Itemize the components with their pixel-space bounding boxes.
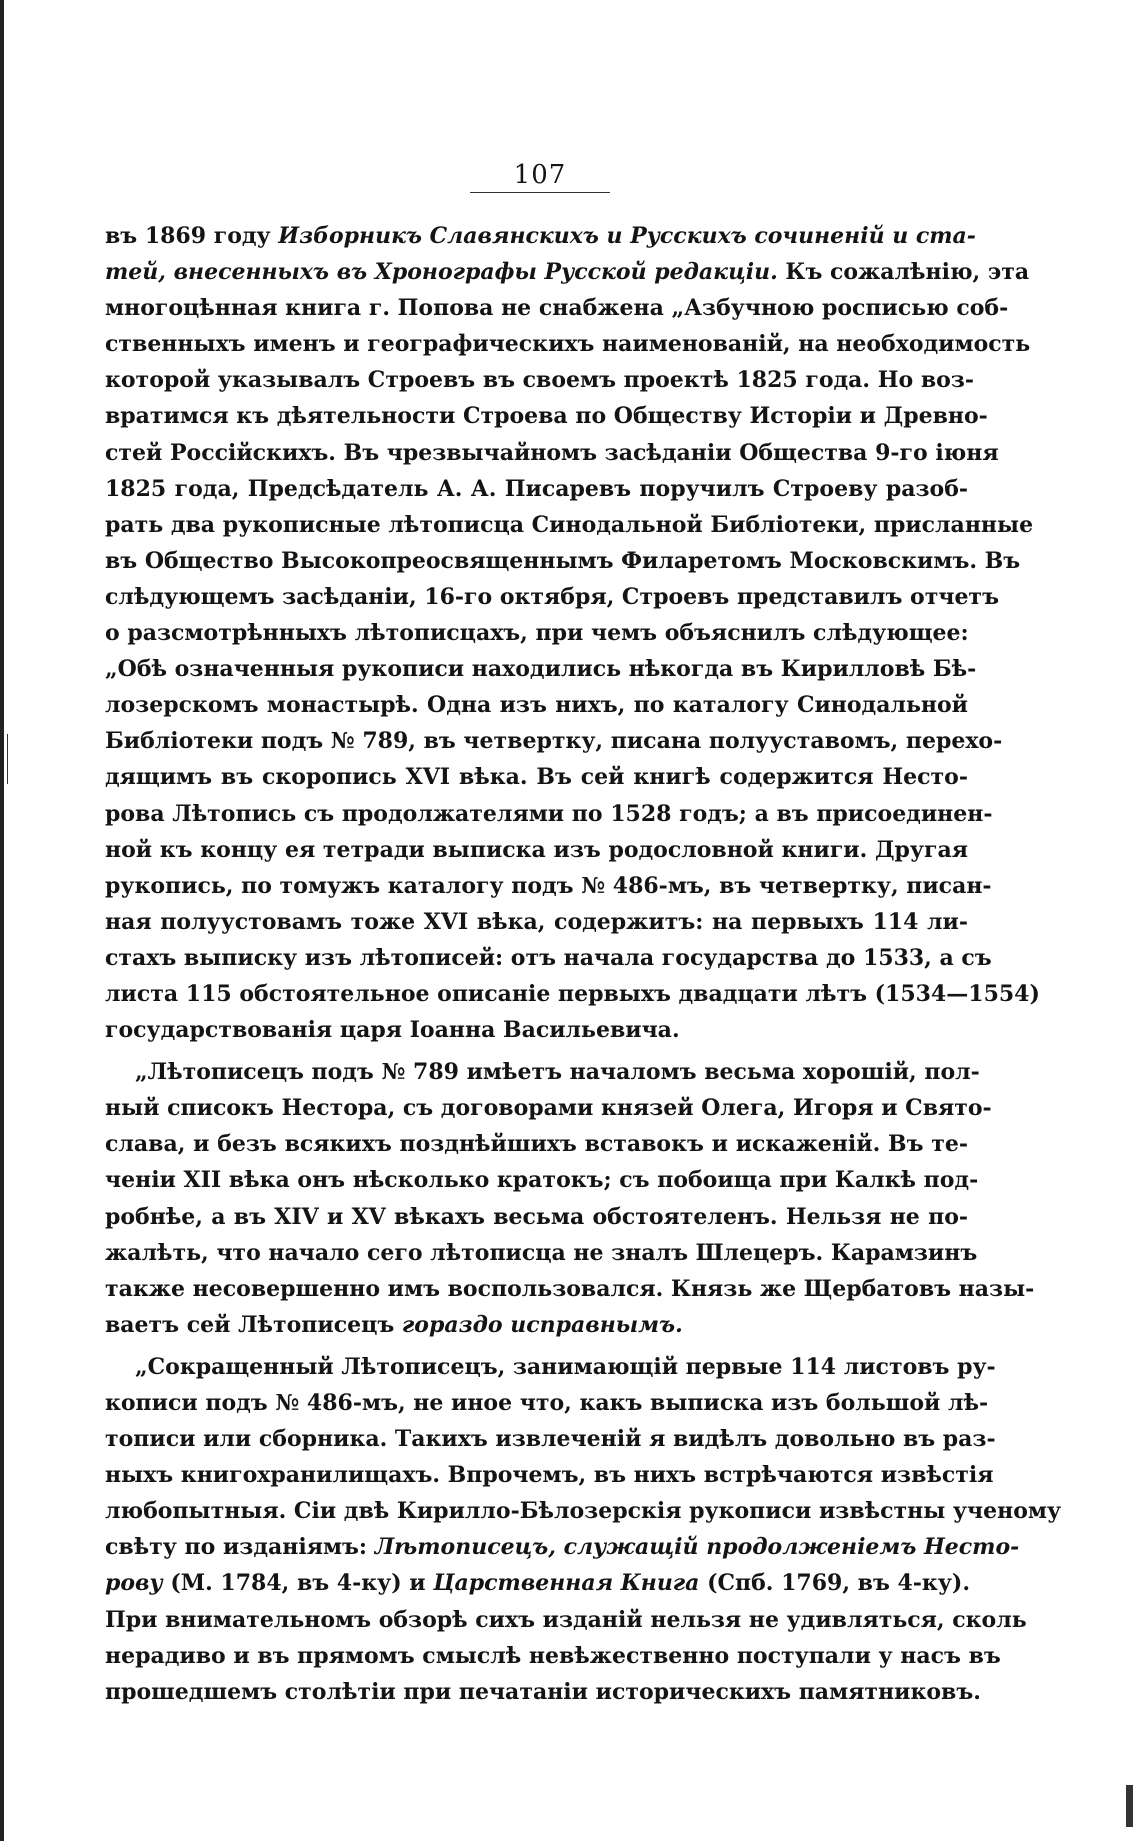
text-line: [105, 1271, 1035, 1307]
text-line: [105, 723, 1003, 759]
text-line: [105, 1565, 968, 1601]
text-segment: въ 1869 году: [105, 223, 279, 249]
text-segment: (М. 1784, въ 4-ку) и: [162, 1570, 434, 1597]
text-line: [105, 507, 1034, 543]
text-segment: ныхъ книгохранилищахъ. Впрочемъ, въ нихъ встрѣчаются извѣстія: [105, 1462, 994, 1489]
text-segment: рукопись, по томужъ каталогу подъ № 486-мъ, въ четвертку, писан-: [105, 872, 992, 899]
text-segment: листа 115 обстоятельное описаніе первыхъ двадцати лѣтъ (1534—1554): [105, 980, 1040, 1007]
italic-text: Царственная Книга: [433, 1570, 700, 1597]
text-segment: ный списокъ Нестора, съ договорами князей Олега, Игоря и Свято-: [105, 1095, 992, 1122]
margin-mark: [1126, 1785, 1133, 1827]
text-segment: въ Общество Высокопреосвященнымъ Филаретомъ Московскимъ. Въ: [105, 547, 1021, 574]
text-line: [105, 1090, 992, 1126]
text-segment: свѣту по изданіямъ:: [105, 1534, 375, 1561]
margin-mark: [7, 734, 8, 784]
text-line: [105, 398, 988, 434]
text-line: [105, 1126, 968, 1162]
text-line: [105, 1529, 1020, 1565]
text-line: [105, 1674, 981, 1710]
text-line: [105, 1307, 968, 1343]
text-line: [105, 1012, 968, 1048]
text-line: [105, 1349, 996, 1385]
text-line: [105, 976, 1040, 1012]
text-line: [105, 940, 992, 976]
text-segment: рова Лѣтопись съ продолжателями по 1528 годъ; а въ присоединен-: [105, 800, 993, 827]
text-line: [105, 1493, 1062, 1529]
text-segment: которой указывалъ Строевъ въ своемъ проектѣ 1825 года. Но воз-: [105, 367, 974, 394]
text-line: [105, 218, 976, 254]
text-segment: ственныхъ именъ и географическихъ наименованій, на необходимость: [105, 331, 1031, 358]
text-segment: также несовершенно имъ воспользовался. Князь же Щербатовъ назы-: [105, 1275, 1035, 1302]
page-number-rule: [470, 192, 610, 193]
text-line: [105, 1199, 968, 1235]
text-line: [105, 1638, 1001, 1674]
italic-text: Лѣтописецъ, служащій продолженіемъ Несто-: [374, 1534, 1020, 1561]
text-line: [105, 1421, 996, 1457]
text-line: [105, 868, 992, 904]
text-segment: государствованія царя Іоанна Васильевича.: [105, 1017, 680, 1044]
text-line: [105, 687, 968, 723]
text-line: [105, 362, 974, 398]
text-line: [105, 904, 968, 940]
text-body: [105, 218, 1062, 1710]
italic-text: гораздо исправнымъ.: [401, 1311, 683, 1338]
text-segment: нерадиво и въ прямомъ смыслѣ невѣжественно поступали у насъ въ: [105, 1642, 1001, 1669]
text-line: [105, 796, 993, 832]
italic-text: тей, внесенныхъ въ Хронографы Русской редакціи.: [105, 259, 778, 286]
text-line: [105, 326, 1031, 362]
text-line: [105, 759, 968, 795]
text-segment: ной къ концу ея тетради выписка изъ родословной книги. Другая: [105, 836, 968, 863]
text-segment: вратимся къ дѣятельности Строева по Обществу Исторіи и Древно-: [105, 403, 988, 430]
text-segment: „Лѣтописецъ подъ № 789 имѣетъ началомъ весьма хорошій, пол-: [135, 1059, 980, 1086]
text-line: [105, 615, 968, 651]
text-line: [105, 1385, 989, 1421]
text-line: [105, 1457, 994, 1493]
text-segment: При внимательномъ обзорѣ сихъ изданій нельзя не удивляться, сколь: [105, 1606, 1027, 1633]
page-edge: [0, 0, 4, 1841]
text-line: [105, 543, 1021, 579]
text-segment: о разсмотрѣнныхъ лѣтописцахъ, при чемъ объяснилъ слѣдующее:: [105, 620, 969, 647]
text-line: [105, 435, 999, 471]
text-line: [105, 1235, 978, 1271]
text-line: [105, 1162, 979, 1198]
text-segment: дящимъ въ скоропись XVI вѣка. Въ сей книгѣ содержится Несто-: [105, 764, 968, 791]
text-line: [105, 579, 999, 615]
text-segment: стахъ выписку изъ лѣтописей: отъ начала государства до 1533, а съ: [105, 944, 992, 971]
text-segment: тописи или сборника. Такихъ извлеченій я видѣлъ довольно въ раз-: [105, 1426, 996, 1453]
italic-text: Изборникъ Славянскихъ и Русскихъ сочиненій и ста-: [278, 223, 976, 249]
text-line: [105, 832, 968, 868]
text-segment: лозерскомъ монастырѣ. Одна изъ нихъ, по каталогу Синодальной: [105, 692, 968, 719]
text-segment: рать два рукописные лѣтописца Синодальной Библіотеки, присланные: [105, 511, 1034, 538]
text-segment: „Обѣ означенныя рукописи находились нѣкогда въ Кирилловѣ Бѣ-: [105, 656, 977, 683]
text-segment: многоцѣнная книга г. Попова не снабжена „Азбучною росписью соб-: [105, 295, 1009, 322]
text-line: [105, 290, 1009, 326]
page-number: 107: [513, 160, 567, 190]
text-segment: 1825 года, Предсѣдатель А. А. Писаревъ поручилъ Строеву разоб-: [105, 475, 968, 502]
text-segment: (Спб. 1769, въ 4-ку).: [699, 1570, 970, 1597]
text-segment: Библіотеки подъ № 789, въ четвертку, писана полууставомъ, перехо-: [105, 728, 1003, 755]
text-line: [105, 651, 977, 687]
text-segment: любопытныя. Сіи двѣ Кирилло-Бѣлозерскія рукописи извѣстны ученому: [105, 1498, 1062, 1525]
text-segment: жалѣть, что начало сего лѣтописца не зналъ Шлецеръ. Карамзинъ: [105, 1239, 978, 1266]
text-segment: стей Россійскихъ. Въ чрезвычайномъ засѣданіи Общества 9-го іюня: [105, 439, 999, 466]
italic-text: рову: [105, 1570, 163, 1597]
text-line: [105, 254, 1030, 290]
text-segment: прошедшемъ столѣтіи при печатаніи историческихъ памятниковъ.: [105, 1678, 981, 1705]
text-segment: ная полуустовамъ тоже XVI вѣка, содержитъ: на первыхъ 114 ли-: [105, 908, 968, 935]
text-line: [105, 1054, 980, 1090]
text-segment: ваетъ сей Лѣтописецъ: [105, 1311, 402, 1338]
text-segment: робнѣе, а въ XIV и XV вѣкахъ весьма обстоятеленъ. Нельзя не по-: [105, 1203, 968, 1230]
text-segment: кописи подъ № 486-мъ, не иное что, какъ выписка изъ большой лѣ-: [105, 1390, 989, 1416]
text-segment: Къ сожалѣнію, эта: [777, 259, 1030, 286]
text-segment: слава, и безъ всякихъ позднѣйшихъ вставокъ и искаженій. Въ те-: [105, 1131, 968, 1158]
text-line: [105, 471, 968, 507]
text-line: [105, 1602, 1027, 1638]
text-segment: слѣдующемъ засѣданіи, 16-го октября, Строевъ представилъ отчетъ: [105, 583, 999, 610]
text-segment: ченіи XII вѣка онъ нѣсколько кратокъ; съ побоища при Калкѣ под-: [105, 1167, 979, 1194]
text-segment: „Сокращенный Лѣтописецъ, занимающій первые 114 листовъ ру-: [135, 1353, 996, 1380]
